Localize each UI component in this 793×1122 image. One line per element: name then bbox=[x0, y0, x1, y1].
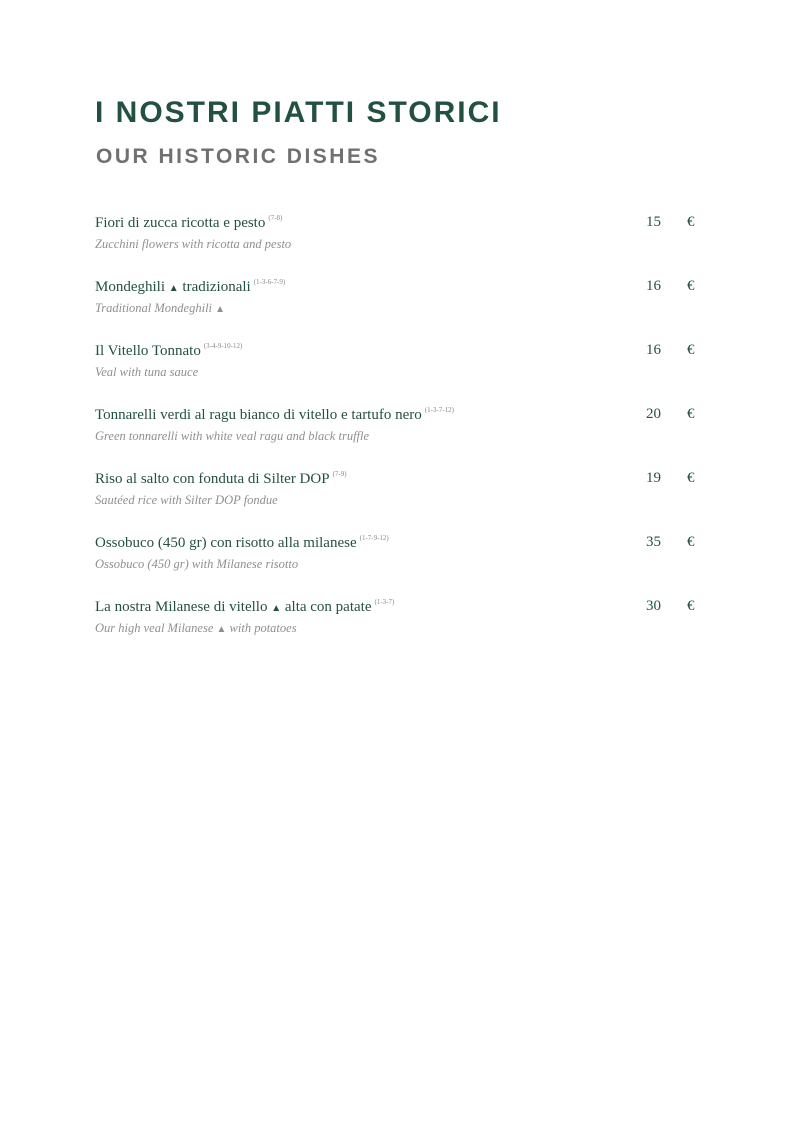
allergen-codes: (1-3-7) bbox=[374, 598, 395, 606]
dish-name: Tonnarelli verdi al ragu bianco di vitello e tartufo nero $^{(1-3-7-12)}$ bbox=[95, 406, 454, 423]
dish-name: Ossobuco (450 gr) con risotto alla milanese $^{(1-7-9-12)}$ bbox=[95, 534, 389, 551]
currency-symbol: € bbox=[687, 470, 695, 486]
dish-description: Green tonnarelli with white veal ragu and black truffle bbox=[95, 429, 370, 443]
dish-name: Il Vitello Tonnato $^{(3-4-9-10-12)}$ bbox=[95, 342, 243, 359]
currency-symbol: € bbox=[687, 406, 695, 422]
dish-description: Sautéed rice with Silter DOP fondue bbox=[95, 493, 278, 507]
allergen-codes: (3-4-9-10-12) bbox=[203, 342, 243, 350]
dish-description: Traditional Mondeghili ▲ bbox=[95, 301, 226, 315]
list-item bbox=[95, 596, 715, 660]
list-item bbox=[95, 468, 715, 532]
dish-description: Zucchini flowers with ricotta and pesto bbox=[95, 237, 292, 251]
allergen-codes: (1-7-9-12) bbox=[359, 534, 389, 542]
dish-description: Our high veal Milanese ▲ with potatoes bbox=[95, 621, 297, 635]
page-subtitle: OUR HISTORIC DISHES bbox=[96, 145, 380, 168]
dish-name: Fiori di zucca ricotta e pesto $^{(7-8)}$ bbox=[95, 214, 283, 231]
list-item bbox=[95, 276, 715, 340]
triangle-icon: ▲ bbox=[215, 304, 226, 315]
dish-price: 20 bbox=[646, 406, 661, 422]
allergen-codes: (7-8) bbox=[268, 214, 283, 222]
allergen-codes: (1-3-6-7-9) bbox=[253, 278, 286, 286]
currency-symbol: € bbox=[687, 342, 695, 358]
dish-list bbox=[95, 212, 715, 660]
dish-name: Mondeghili ▲ tradizionali $^{(1-3-6-7-9)}$ bbox=[95, 278, 286, 295]
currency-symbol: € bbox=[687, 534, 695, 550]
currency-symbol: € bbox=[687, 214, 695, 230]
list-item bbox=[95, 404, 715, 468]
allergen-codes: (1-3-7-12) bbox=[424, 406, 454, 414]
dish-name: Riso al salto con fonduta di Silter DOP $^{(7-9)}$ bbox=[95, 470, 347, 487]
dish-price: 35 bbox=[646, 534, 661, 550]
allergen-codes: (7-9) bbox=[332, 470, 347, 478]
dish-price: 16 bbox=[646, 278, 661, 294]
dish-description: Ossobuco (450 gr) with Milanese risotto bbox=[95, 557, 299, 571]
currency-symbol: € bbox=[687, 598, 695, 614]
list-item bbox=[95, 212, 715, 276]
dish-name: La nostra Milanese di vitello ▲ alta con patate $^{(1-3-7)}$ bbox=[95, 598, 395, 615]
triangle-icon: ▲ bbox=[271, 603, 282, 614]
dish-price: 15 bbox=[646, 214, 661, 230]
dish-price: 30 bbox=[646, 598, 661, 614]
triangle-icon: ▲ bbox=[168, 283, 179, 294]
dish-price: 19 bbox=[646, 470, 661, 486]
list-item bbox=[95, 532, 715, 596]
currency-symbol: € bbox=[687, 278, 695, 294]
dish-description: Veal with tuna sauce bbox=[95, 365, 199, 379]
list-item bbox=[95, 340, 715, 404]
dish-price: 16 bbox=[646, 342, 661, 358]
triangle-icon: ▲ bbox=[216, 624, 227, 635]
page-title: I NOSTRI PIATTI STORICI bbox=[95, 96, 502, 129]
